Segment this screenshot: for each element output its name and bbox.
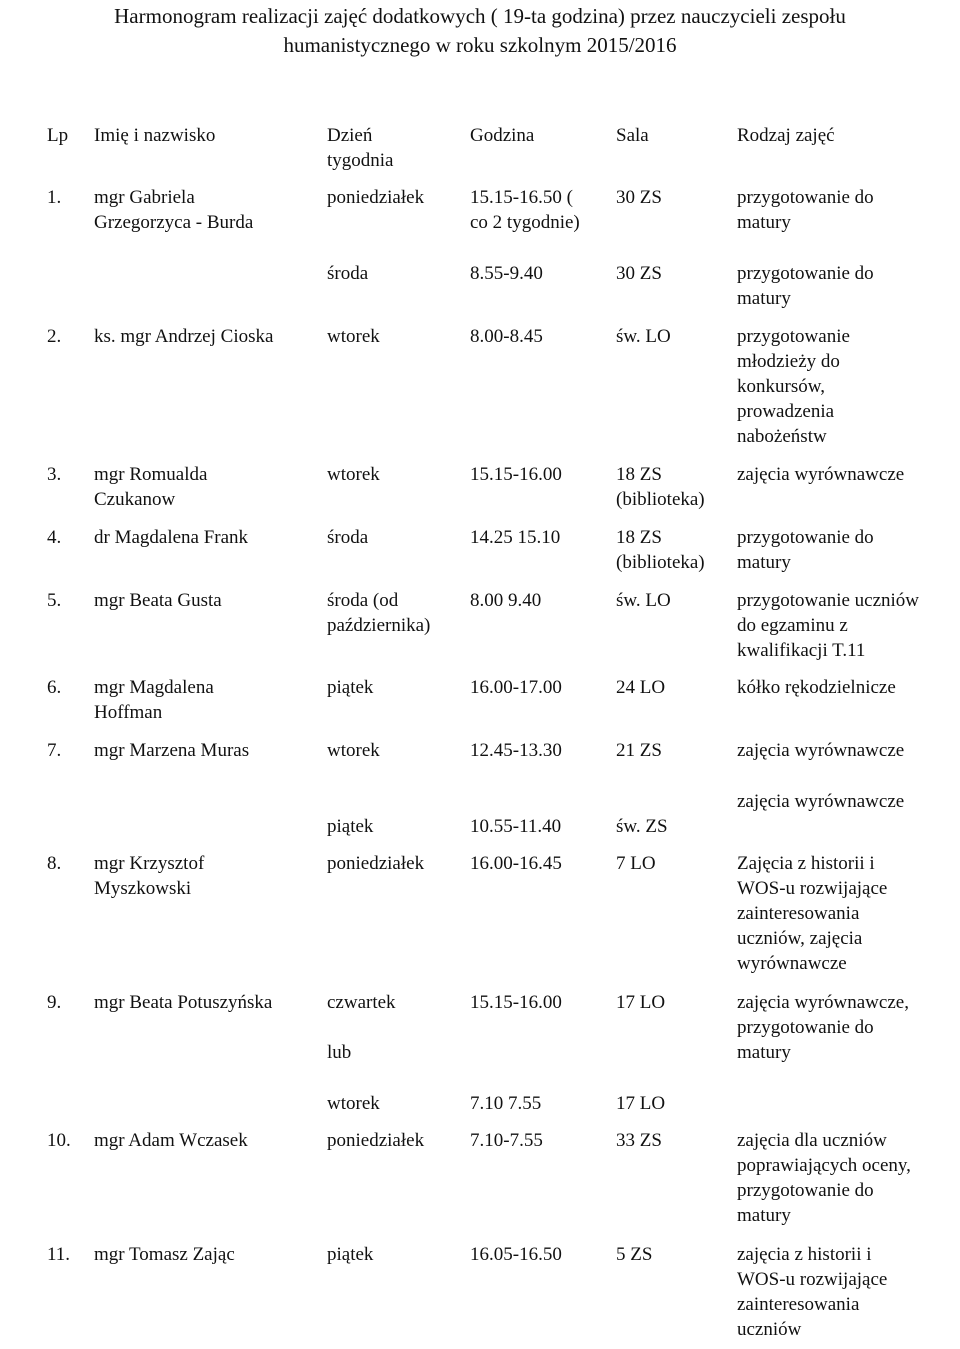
- row-3-day: wtorek: [327, 464, 380, 485]
- row-9-day: czwartek lub: [327, 992, 396, 1063]
- row-7b-room: św. ZS: [616, 816, 668, 837]
- row-5-name: mgr Beata Gusta: [94, 590, 222, 611]
- row-5-hour: 8.00 9.40: [470, 590, 542, 611]
- row-6-type: kółko rękodzielnicze: [737, 677, 896, 698]
- row-6-room: 24 LO: [616, 677, 666, 698]
- row-1-type: przygotowanie do matury: [737, 187, 874, 233]
- row-7b-hour: 10.55-11.40: [470, 816, 562, 837]
- row-3-type: zajęcia wyrównawcze: [737, 464, 905, 485]
- row-8-type: Zajęcia z historii i WOS-u rozwijające zainteresowania uczniów, zajęcia wyrównawcze: [737, 853, 888, 974]
- header-lp: Lp: [47, 125, 69, 146]
- row-1-hour: 15.15-16.50 ( co 2 tygodnie): [470, 187, 580, 233]
- row-7b-type: zajęcia wyrównawcze: [737, 791, 905, 812]
- row-10-lp: 10.: [47, 1130, 71, 1151]
- header-hour: Godzina: [470, 125, 535, 146]
- row-9-name: mgr Beata Potuszyńska: [94, 992, 273, 1013]
- row-2-type: przygotowanie młodzieży do konkursów, prowadzenia nabożeństw: [737, 326, 850, 447]
- row-9b-day: wtorek: [327, 1093, 380, 1114]
- row-8-lp: 8.: [47, 853, 62, 874]
- row-11-day: piątek: [327, 1244, 374, 1265]
- row-2-name: ks. mgr Andrzej Cioska: [94, 326, 274, 347]
- row-2-lp: 2.: [47, 326, 62, 347]
- row-5-room: św. LO: [616, 590, 671, 611]
- header-day: Dzień tygodnia: [327, 125, 394, 171]
- row-1-lp: 1.: [47, 187, 62, 208]
- row-1b-room: 30 ZS: [616, 263, 662, 284]
- header-name: Imię i nazwisko: [94, 125, 216, 146]
- row-3-name: mgr Romualda Czukanow: [94, 464, 208, 510]
- row-7-hour: 12.45-13.30: [470, 740, 562, 761]
- row-4-lp: 4.: [47, 527, 62, 548]
- row-11-hour: 16.05-16.50: [470, 1244, 562, 1265]
- row-5-day: środa (od października): [327, 590, 431, 636]
- header-room: Sala: [616, 125, 649, 146]
- row-2-day: wtorek: [327, 326, 380, 347]
- title-line-2: humanistycznego w roku szkolnym 2015/2016: [283, 33, 677, 57]
- row-11-type: zajęcia z historii i WOS-u rozwijające zainteresowania uczniów: [737, 1244, 888, 1340]
- row-10-room: 33 ZS: [616, 1130, 662, 1151]
- row-4-name: dr Magdalena Frank: [94, 527, 249, 548]
- row-7b-day: piątek: [327, 816, 374, 837]
- row-11-lp: 11.: [47, 1244, 71, 1265]
- row-7-name: mgr Marzena Muras: [94, 740, 250, 761]
- row-1-day: poniedziałek: [327, 187, 425, 208]
- row-9-hour: 15.15-16.00: [470, 992, 562, 1013]
- row-6-name: mgr Magdalena Hoffman: [94, 677, 214, 723]
- row-3-hour: 15.15-16.00: [470, 464, 562, 485]
- row-11-room: 5 ZS: [616, 1244, 653, 1265]
- row-7-room: 21 ZS: [616, 740, 662, 761]
- row-10-name: mgr Adam Wczasek: [94, 1130, 248, 1151]
- row-7-day: wtorek: [327, 740, 380, 761]
- row-7-type: zajęcia wyrównawcze: [737, 740, 905, 761]
- row-1b-day: środa: [327, 263, 369, 284]
- row-9b-hour: 7.10 7.55: [470, 1093, 542, 1114]
- row-8-room: 7 LO: [616, 853, 656, 874]
- row-5-type: przygotowanie uczniów do egzaminu z kwalifikacji T.11: [737, 590, 920, 661]
- row-4-hour: 14.25 15.10: [470, 527, 561, 548]
- row-10-type: zajęcia dla uczniów poprawiających oceny, przygotowanie do matury: [737, 1130, 911, 1226]
- row-4-type: przygotowanie do matury: [737, 527, 874, 573]
- row-8-name: mgr Krzysztof Myszkowski: [94, 853, 205, 899]
- row-9b-room: 17 LO: [616, 1093, 666, 1114]
- row-8-day: poniedziałek: [327, 853, 425, 874]
- title-line-1: Harmonogram realizacji zajęć dodatkowych ( 19-ta godzina) przez nauczycieli zespołu: [114, 4, 846, 28]
- row-10-day: poniedziałek: [327, 1130, 425, 1151]
- row-1-room: 30 ZS: [616, 187, 662, 208]
- row-3-lp: 3.: [47, 464, 62, 485]
- row-3-room: 18 ZS (biblioteka): [616, 464, 705, 510]
- row-2-room: św. LO: [616, 326, 671, 347]
- row-9-room: 17 LO: [616, 992, 666, 1013]
- header-type: Rodzaj zajęć: [737, 125, 835, 146]
- row-6-hour: 16.00-17.00: [470, 677, 562, 698]
- row-10-hour: 7.10-7.55: [470, 1130, 543, 1151]
- row-7-lp: 7.: [47, 740, 62, 761]
- row-9-type: zajęcia wyrównawcze, przygotowanie do matury: [737, 992, 909, 1063]
- row-8-hour: 16.00-16.45: [470, 853, 562, 874]
- row-2-hour: 8.00-8.45: [470, 326, 543, 347]
- row-1b-hour: 8.55-9.40: [470, 263, 543, 284]
- row-9-lp: 9.: [47, 992, 62, 1013]
- row-1b-type: przygotowanie do matury: [737, 263, 874, 309]
- row-6-lp: 6.: [47, 677, 62, 698]
- row-11-name: mgr Tomasz Zając: [94, 1244, 235, 1265]
- row-1-name: mgr Gabriela Grzegorzyca - Burda: [94, 187, 254, 233]
- row-4-room: 18 ZS (biblioteka): [616, 527, 705, 573]
- row-5-lp: 5.: [47, 590, 62, 611]
- row-4-day: środa: [327, 527, 369, 548]
- row-6-day: piątek: [327, 677, 374, 698]
